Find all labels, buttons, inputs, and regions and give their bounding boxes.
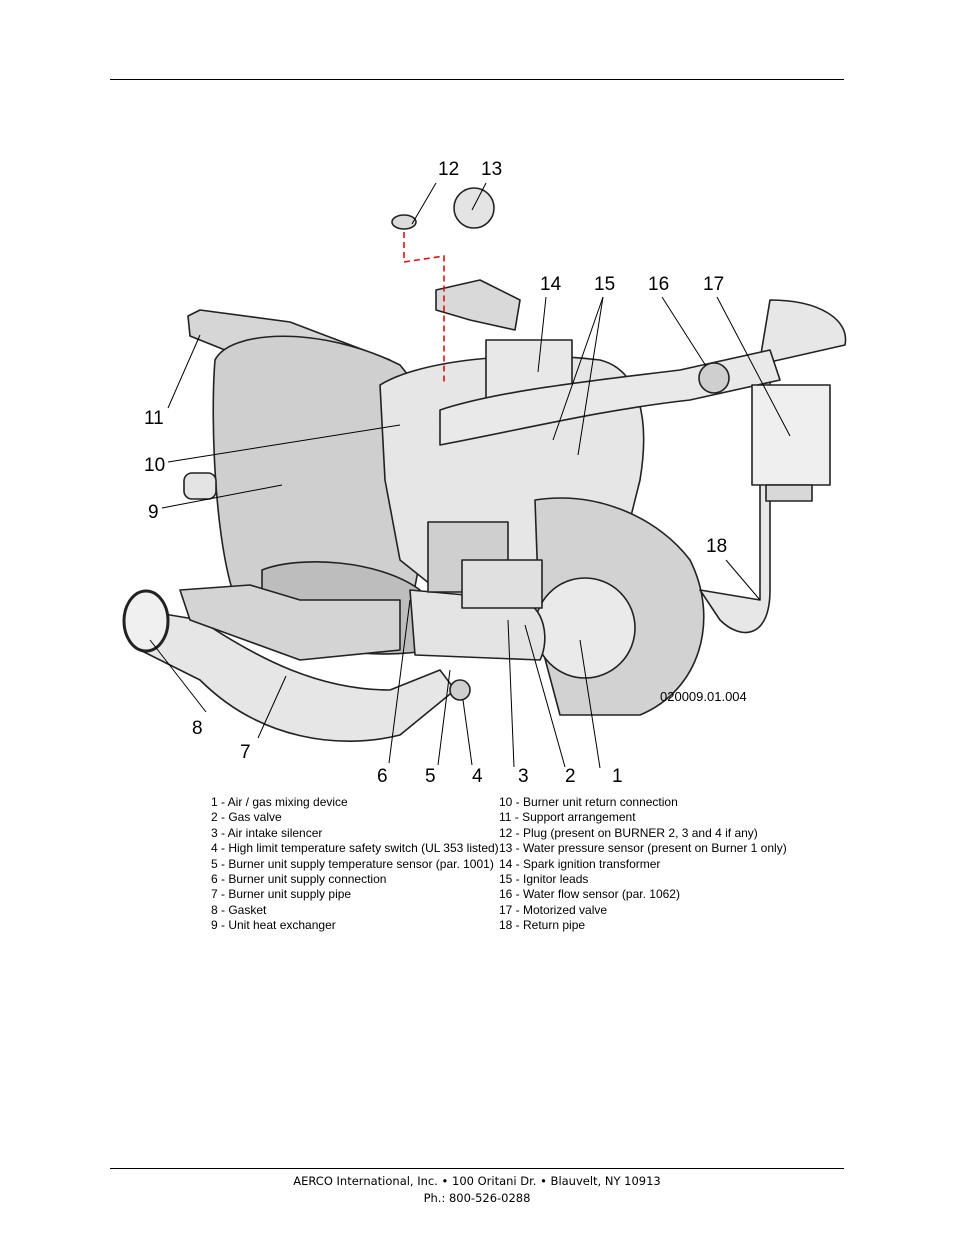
callout-11: 11 <box>144 408 164 429</box>
callout-15: 15 <box>594 274 616 295</box>
callout-16: 16 <box>648 274 670 295</box>
callout-12: 12 <box>438 159 460 180</box>
callout-13: 13 <box>481 159 503 180</box>
legend-item: 17 - Motorized valve <box>499 902 608 917</box>
legend-item: 7 - Burner unit supply pipe <box>211 887 352 902</box>
legend-right-column <box>499 795 787 934</box>
legend-item: 1 - Air / gas mixing device <box>211 795 348 809</box>
legend-item: 16 - Water flow sensor (par. 1062) <box>499 887 680 902</box>
blower-front-plate <box>535 578 635 678</box>
water-flow-sensor <box>699 363 729 393</box>
figure-code: 020009.01.004 <box>660 689 747 704</box>
footer-address: AERCO International, Inc. • 100 Oritani Dr. • Blauvelt, NY 10913 <box>293 1174 661 1188</box>
legend-item: 12 - Plug (present on BURNER 2, 3 and 4 if any) <box>499 825 758 840</box>
callout-1: 1 <box>612 766 623 787</box>
legend-item: 2 - Gas valve <box>211 810 282 825</box>
callout-8: 8 <box>192 718 203 739</box>
callout-2: 2 <box>565 766 576 787</box>
callout-3: 3 <box>518 766 529 787</box>
footer-phone: Ph.: 800-526-0288 <box>423 1191 531 1205</box>
legend-item: 11 - Support arrangement <box>499 810 636 825</box>
callout-6: 6 <box>377 766 388 787</box>
legend-item: 5 - Burner unit supply temperature sensor (par. 1001) <box>211 856 494 871</box>
legend-left-column <box>211 795 499 934</box>
water-pressure-sensor <box>454 188 494 228</box>
legend-item: 3 - Air intake silencer <box>211 825 323 840</box>
legend-item: 9 - Unit heat exchanger <box>211 918 336 933</box>
callout-9: 9 <box>148 502 159 523</box>
motorized-valve <box>752 385 830 485</box>
legend-item: 13 - Water pressure sensor (present on Burner 1 only) <box>499 841 787 856</box>
callout-5: 5 <box>425 766 436 787</box>
callout-10: 10 <box>144 455 166 476</box>
legend-item: 4 - High limit temperature safety switch (UL 353 listed) <box>211 841 499 856</box>
callout-7: 7 <box>240 742 251 763</box>
plug <box>392 215 416 229</box>
gasket <box>124 591 168 651</box>
side-pipe-stub <box>184 473 216 499</box>
callout-18: 18 <box>706 536 728 557</box>
legend-item: 6 - Burner unit supply connection <box>211 872 387 887</box>
legend-item: 14 - Spark ignition transformer <box>499 856 661 871</box>
footer-rule <box>110 1168 844 1169</box>
callout-17: 17 <box>703 274 725 295</box>
legend-item: 15 - Ignitor leads <box>499 872 589 887</box>
legend-item: 10 - Burner unit return connection <box>499 795 678 809</box>
gas-valve-body <box>462 560 542 608</box>
legend-item: 18 - Return pipe <box>499 918 586 933</box>
callout-4: 4 <box>472 766 483 787</box>
legend-item: 8 - Gasket <box>211 902 267 917</box>
callout-14: 14 <box>540 274 562 295</box>
motorized-valve-connectors <box>766 485 812 501</box>
page-footer <box>0 1173 954 1207</box>
high-limit-switch <box>450 680 470 700</box>
transformer-bracket <box>436 280 520 330</box>
